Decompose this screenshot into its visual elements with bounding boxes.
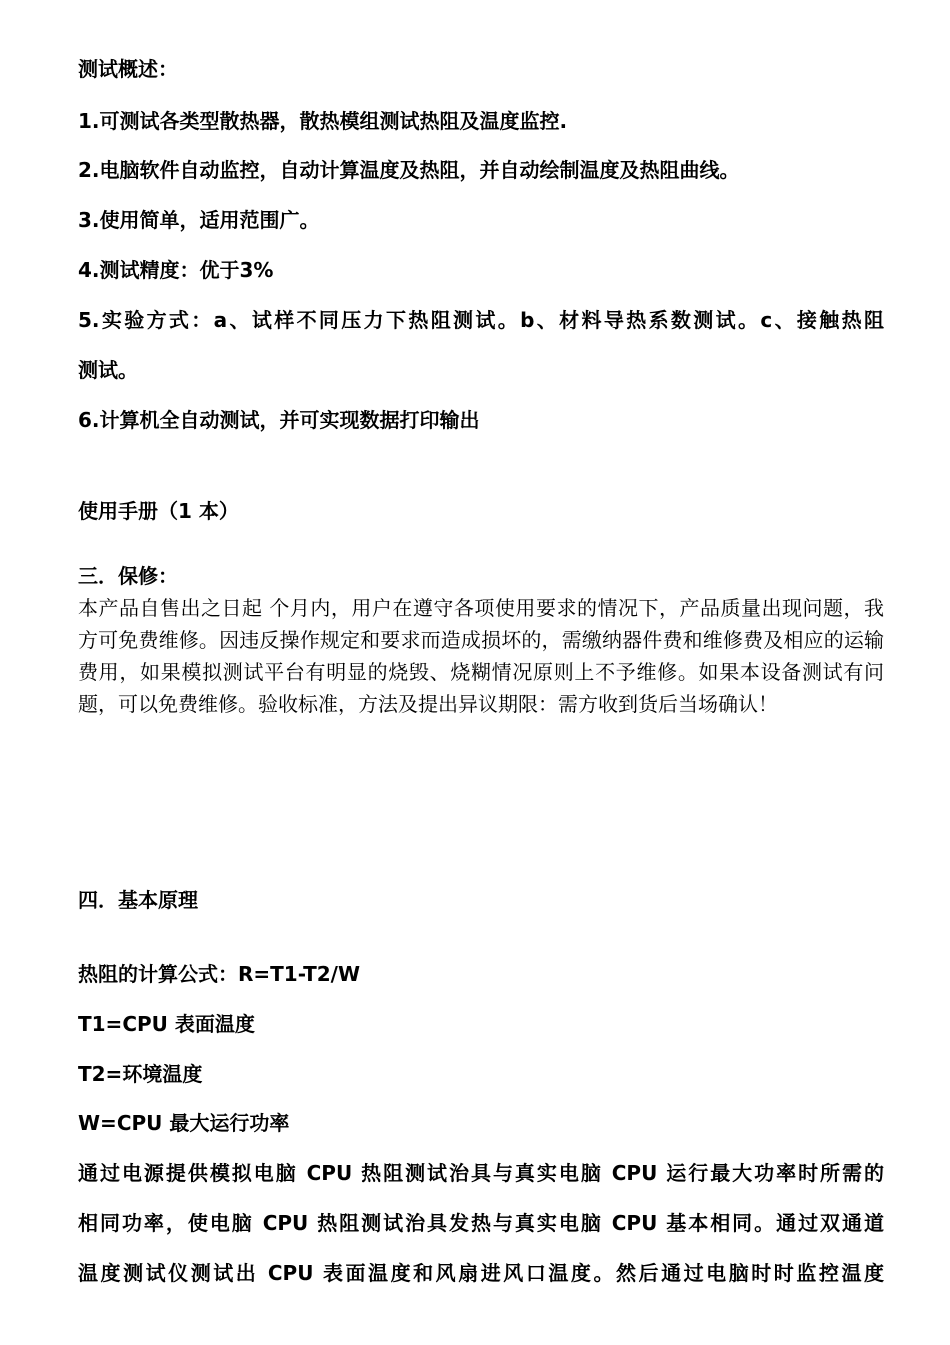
principle-paragraph-line-2: 相同功率，使电脑 CPU 热阻测试治具发热与真实电脑 CPU 基本相同。通过双通道 — [78, 1211, 884, 1235]
overview-item-1: 1.可测试各类型散热器，散热模组测试热阻及温度监控. — [78, 109, 568, 133]
manual-line: 使用手册（1 本） — [78, 499, 239, 523]
overview-item-3: 3.使用简单，适用范围广。 — [78, 208, 320, 232]
principle-paragraph-line-1: 通过电源提供模拟电脑 CPU 热阻测试治具与真实电脑 CPU 运行最大功率时所需的 — [78, 1161, 884, 1185]
overview-item-6: 6.计算机全自动测试，并可实现数据打印输出 — [78, 408, 480, 432]
principle-def-t2: T2=环境温度 — [78, 1062, 203, 1086]
overview-item-2: 2.电脑软件自动监控，自动计算温度及热阻，并自动绘制温度及热阻曲线。 — [78, 158, 740, 182]
principle-paragraph-line-3: 温度测试仪测试出 CPU 表面温度和风扇进风口温度。然后通过电脑时时监控温度 — [78, 1261, 884, 1285]
overview-item-5-cont: 测试。 — [78, 358, 138, 382]
warranty-body: 本产品自售出之日起 个月内，用户在遵守各项使用要求的情况下，产品质量出现问题，我方可免费维修。因违反操作规定和要求而造成损坏的，需缴纳器件费和维修费及相应的运输费用，如果模拟测试平台有明显的烧毁、烧糊情况原则上不予维修。如果本设备测试有问题，可以免费维修。验收标准，方法及提出异议期限：需方收到货后当场确认！ — [78, 596, 884, 716]
principle-def-t1: T1=CPU 表面温度 — [78, 1012, 255, 1036]
warranty-heading: 三．保修： — [78, 564, 178, 588]
overview-heading: 测试概述： — [78, 57, 178, 81]
principle-heading: 四．基本原理 — [78, 888, 198, 912]
overview-item-5: 5.实验方式：a、试样不同压力下热阻测试。b、材料导热系数测试。c、接触热阻 — [78, 308, 884, 332]
overview-item-4: 4.测试精度：优于3% — [78, 258, 274, 282]
principle-def-w: W=CPU 最大运行功率 — [78, 1111, 290, 1135]
principle-formula: 热阻的计算公式：R=T1-T2/W — [78, 962, 361, 986]
